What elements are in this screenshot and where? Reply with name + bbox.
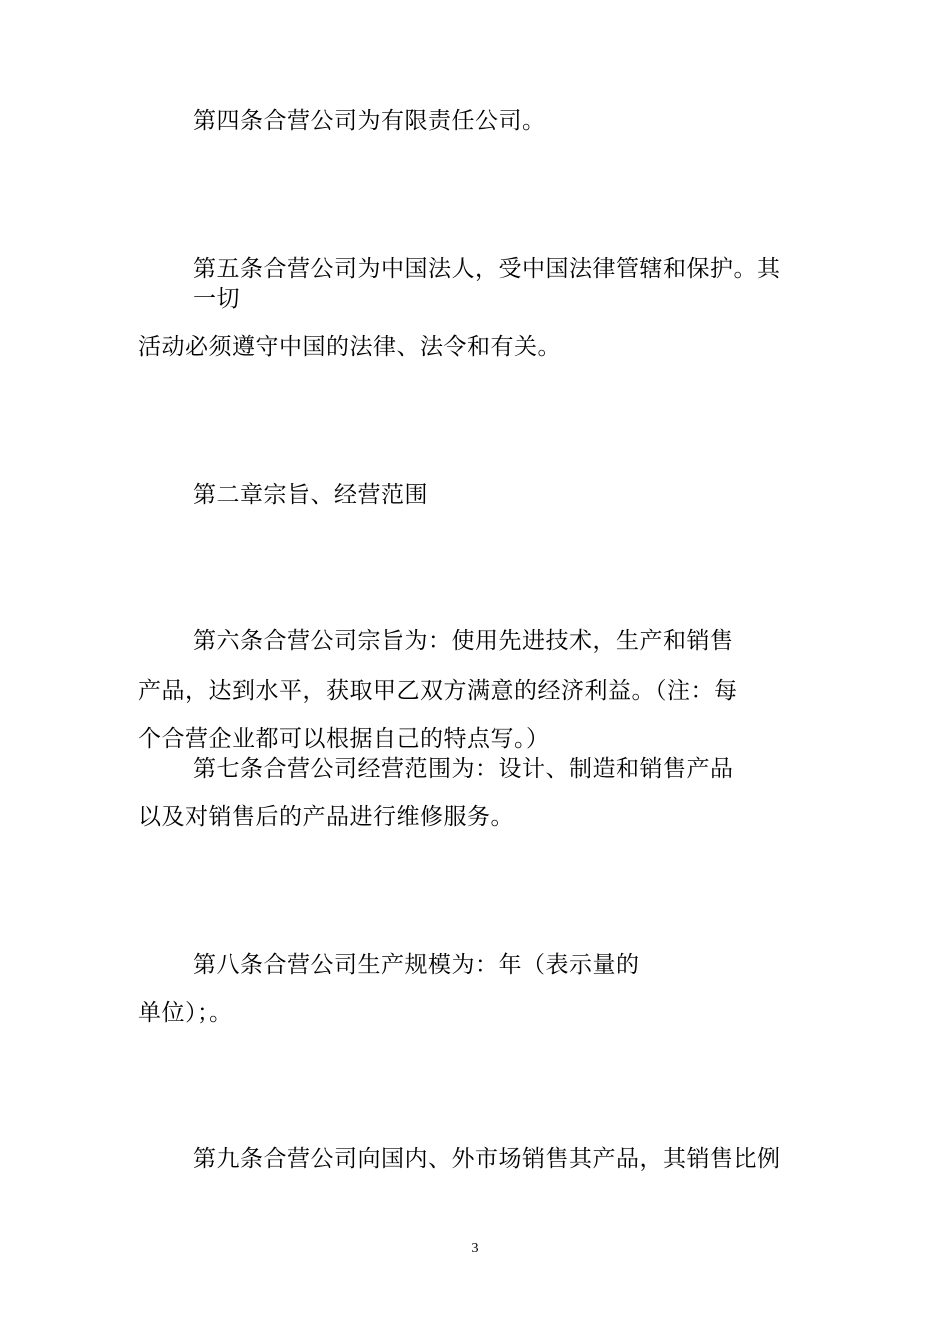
article-6-line-1: 第六条合营公司宗旨为：使用先进技术，生产和销售 — [193, 628, 734, 654]
article-5-line-1: 第五条合营公司为中国法人，受中国法律管辖和保护。其 — [193, 256, 781, 282]
article-9-line-1: 第九条合营公司向国内、外市场销售其产品，其销售比例 — [193, 1146, 781, 1172]
article-7-line-1: 第七条合营公司经营范围为：设计、制造和销售产品 — [193, 756, 734, 782]
article-5-line-3: 活动必须遵守中国的法律、法令和有关。 — [138, 334, 561, 360]
article-7-line-2: 以及对销售后的产品进行维修服务。 — [138, 804, 514, 830]
article-8-line-2: 单位）；。 — [138, 1000, 233, 1026]
article-6-line-2: 产品，达到水平，获取甲乙双方满意的经济利益。（注：每 — [138, 678, 738, 704]
article-8-line-1: 第八条合营公司生产规模为：年（表示量的 — [193, 952, 640, 978]
chapter-2-heading: 第二章宗旨、经营范围 — [193, 482, 428, 508]
article-6-line-3: 个合营企业都可以根据自己的特点写。） — [138, 726, 550, 752]
page-number: 3 — [471, 1241, 479, 1256]
article-5-line-2: 一切 — [193, 286, 240, 312]
article-4-line: 第四条合营公司为有限责任公司。 — [193, 108, 546, 134]
